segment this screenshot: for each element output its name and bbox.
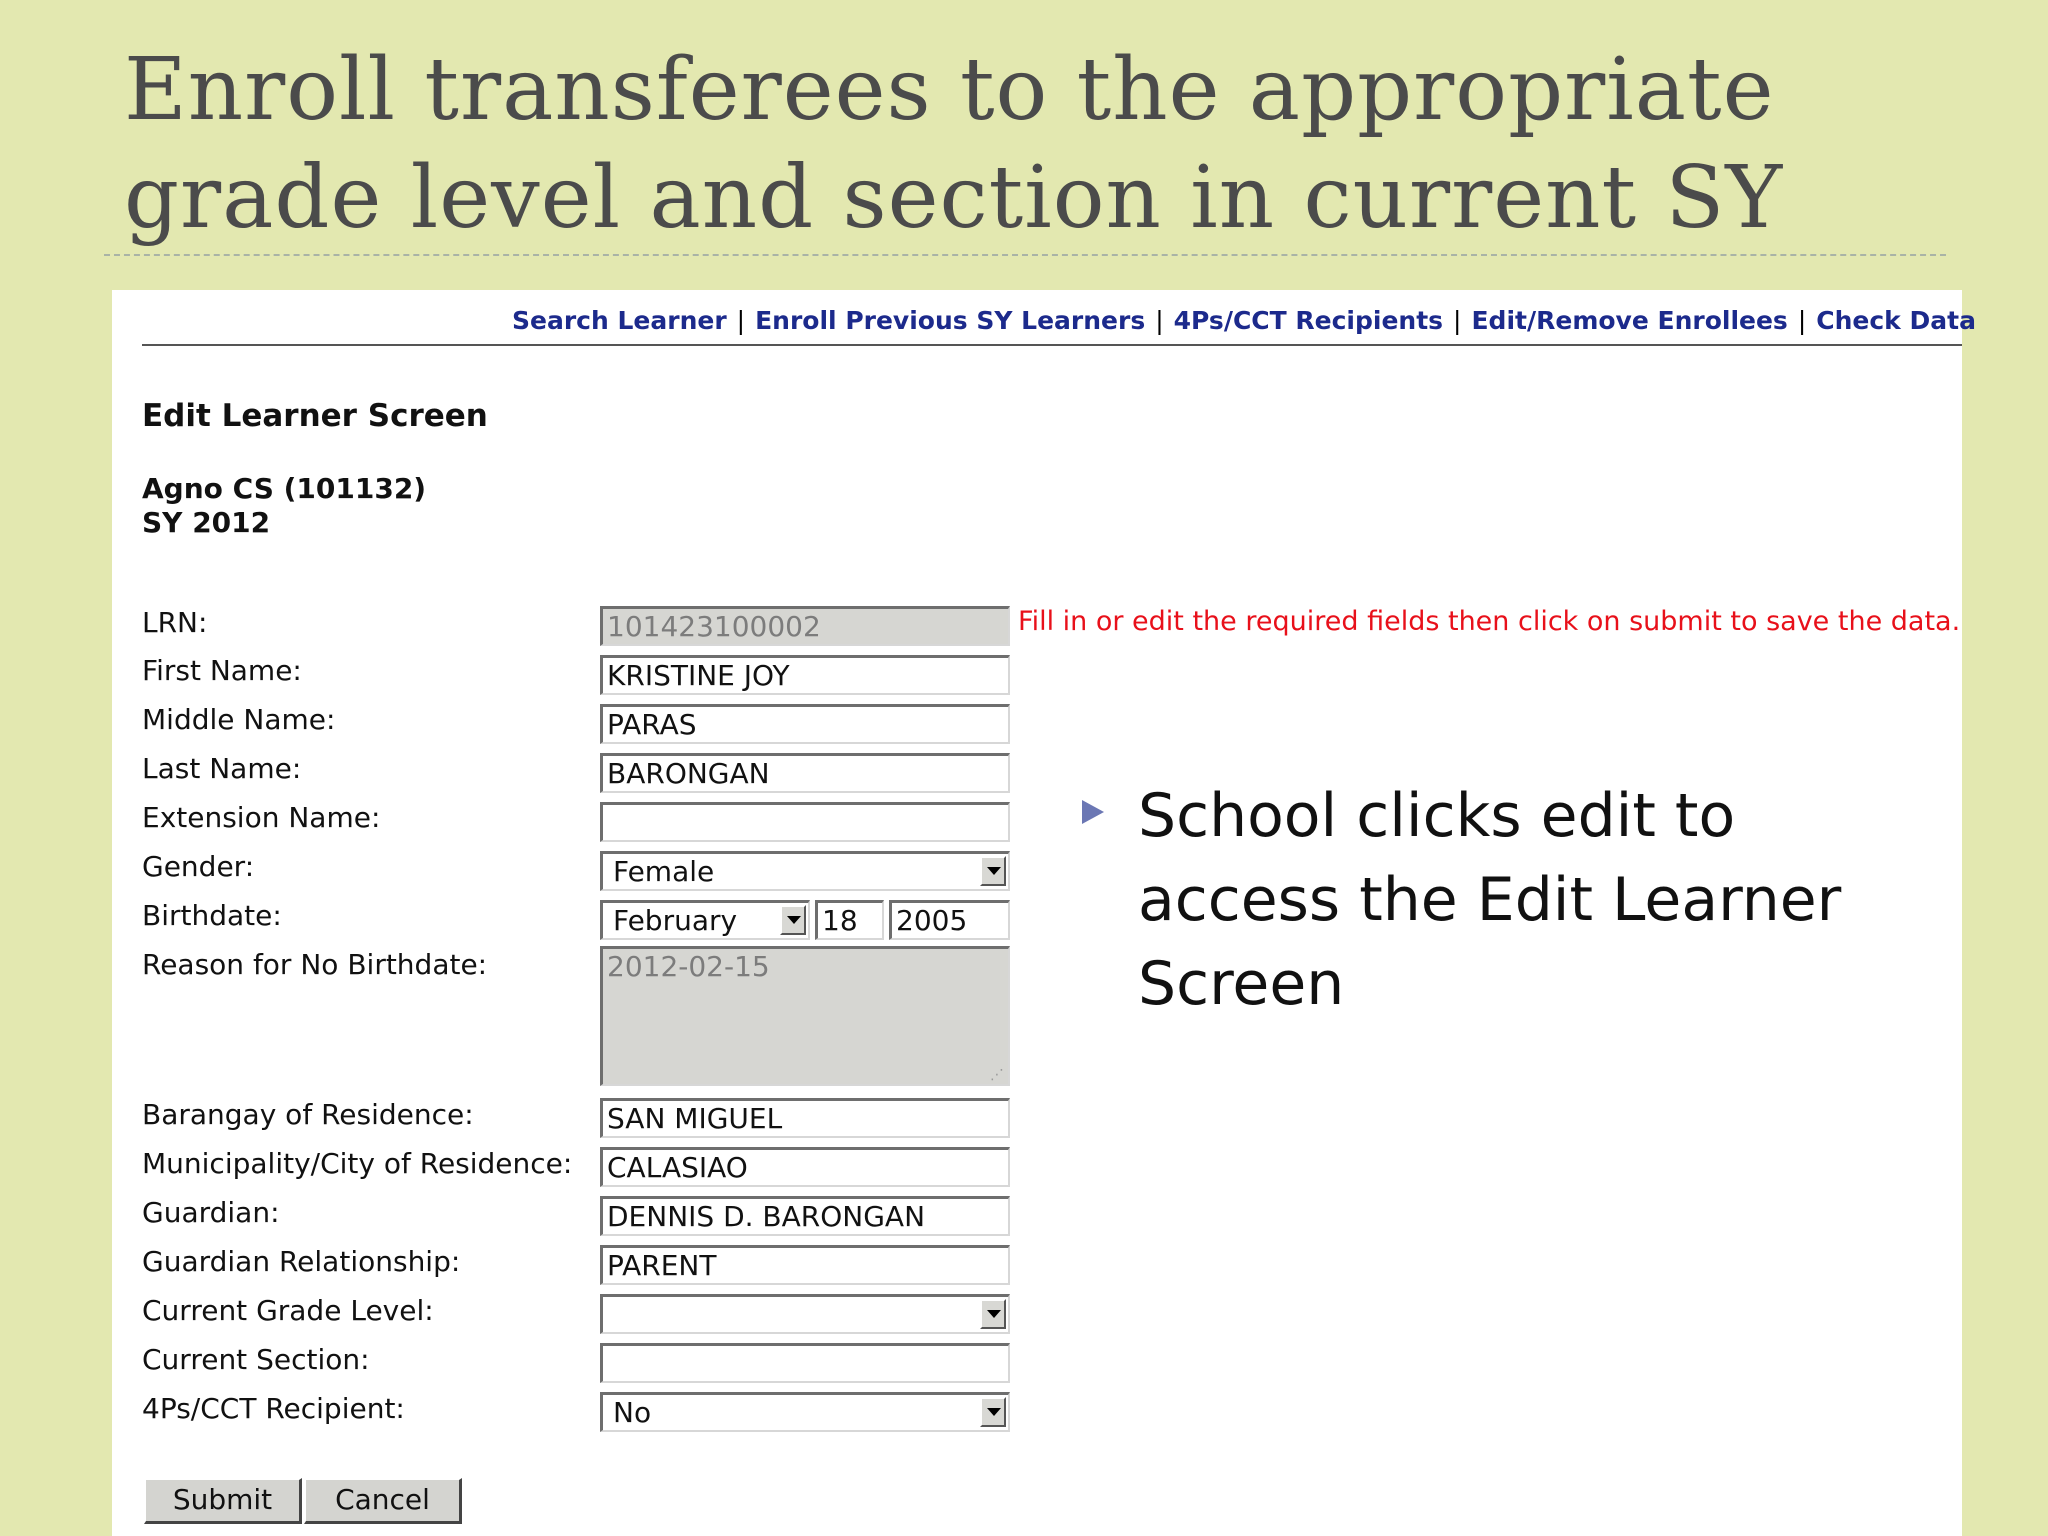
first-name-label: First Name: — [142, 654, 302, 687]
school-info — [142, 472, 426, 540]
chevron-down-icon[interactable] — [780, 905, 806, 935]
reason-no-birthdate-textarea — [600, 946, 1010, 1086]
extension-name-input[interactable] — [600, 802, 1010, 842]
last-name-input[interactable]: BARONGAN — [600, 753, 1010, 793]
current-section-label: Current Section: — [142, 1343, 370, 1376]
top-nav — [512, 300, 1976, 340]
nav-edit-remove-enrollees[interactable]: Edit/Remove Enrollees — [1471, 305, 1788, 335]
nav-separator: | — [1155, 305, 1164, 335]
bullet-arrow-icon — [1082, 800, 1104, 824]
nav-search-learner[interactable]: Search Learner — [512, 305, 727, 335]
nav-divider — [142, 344, 1962, 346]
extension-name-label: Extension Name: — [142, 801, 381, 834]
resize-grip-icon[interactable]: ⋰ — [990, 1067, 1004, 1083]
slide-title-line-2: grade level and section in current SY — [124, 148, 1784, 248]
current-grade-level-label: Current Grade Level: — [142, 1294, 434, 1327]
cancel-button[interactable]: Cancel — [304, 1478, 462, 1524]
cct-recipient-value: No — [613, 1396, 652, 1429]
birthdate-label: Birthdate: — [142, 899, 282, 932]
guardian-input[interactable]: DENNIS D. BARONGAN — [600, 1196, 1010, 1236]
birth-month-value: February — [613, 904, 738, 937]
reason-no-birthdate-label: Reason for No Birthdate: — [142, 948, 488, 981]
cct-recipient-select[interactable] — [600, 1392, 1010, 1432]
municipality-input[interactable]: CALASIAO — [600, 1147, 1010, 1187]
nav-separator: | — [1453, 305, 1462, 335]
nav-separator: | — [1797, 305, 1807, 335]
school-year: SY 2012 — [142, 506, 271, 539]
slide-title-line-1: Enroll transferees to the appropriate — [124, 40, 1775, 140]
screen-title: Edit Learner Screen — [142, 398, 488, 434]
lrn-label: LRN: — [142, 606, 208, 639]
nav-check-data[interactable]: Check Data — [1816, 305, 1976, 335]
first-name-input[interactable]: KRISTINE JOY — [600, 655, 1010, 695]
nav-enroll-previous-sy-learners[interactable]: Enroll Previous SY Learners — [755, 305, 1146, 335]
chevron-down-icon[interactable] — [980, 1397, 1006, 1427]
guardian-relationship-input[interactable]: PARENT — [600, 1245, 1010, 1285]
school-name: Agno CS (101132) — [142, 472, 427, 505]
birth-month-select[interactable] — [600, 900, 810, 940]
instruction-hint: Fill in or edit the required fields then click on submit to save the data. — [1018, 606, 1961, 637]
reason-no-birthdate-value: 2012-02-15 — [607, 950, 770, 983]
slide-bullet — [1082, 774, 1942, 1026]
lrn-input: 101423100002 — [600, 606, 1010, 646]
current-grade-level-select[interactable] — [600, 1294, 1010, 1334]
chevron-down-icon[interactable] — [980, 856, 1006, 886]
guardian-relationship-label: Guardian Relationship: — [142, 1245, 461, 1278]
nav-4ps-cct-recipients[interactable]: 4Ps/CCT Recipients — [1173, 305, 1444, 335]
municipality-label: Municipality/City of Residence: — [142, 1147, 573, 1180]
nav-separator: | — [736, 305, 746, 335]
edit-learner-panel — [112, 290, 1976, 1536]
current-section-input[interactable] — [600, 1343, 1010, 1383]
cct-recipient-label: 4Ps/CCT Recipient: — [142, 1392, 405, 1425]
middle-name-input[interactable]: PARAS — [600, 704, 1010, 744]
slide-title — [124, 36, 1924, 252]
birth-day-input[interactable]: 18 — [815, 900, 884, 940]
barangay-label: Barangay of Residence: — [142, 1098, 474, 1131]
title-divider — [104, 254, 1946, 256]
middle-name-label: Middle Name: — [142, 703, 336, 736]
chevron-down-icon[interactable] — [980, 1299, 1006, 1329]
last-name-label: Last Name: — [142, 752, 302, 785]
birth-year-input[interactable]: 2005 — [889, 900, 1010, 940]
barangay-input[interactable]: SAN MIGUEL — [600, 1098, 1010, 1138]
current-grade-level-value — [607, 1298, 613, 1331]
submit-button[interactable]: Submit — [144, 1478, 302, 1524]
gender-selected-value: Female — [613, 855, 715, 888]
bullet-text: School clicks edit to access the Edit Learner Screen — [1138, 781, 1842, 1019]
guardian-label: Guardian: — [142, 1196, 280, 1229]
gender-label: Gender: — [142, 850, 255, 883]
gender-select[interactable] — [600, 851, 1010, 891]
